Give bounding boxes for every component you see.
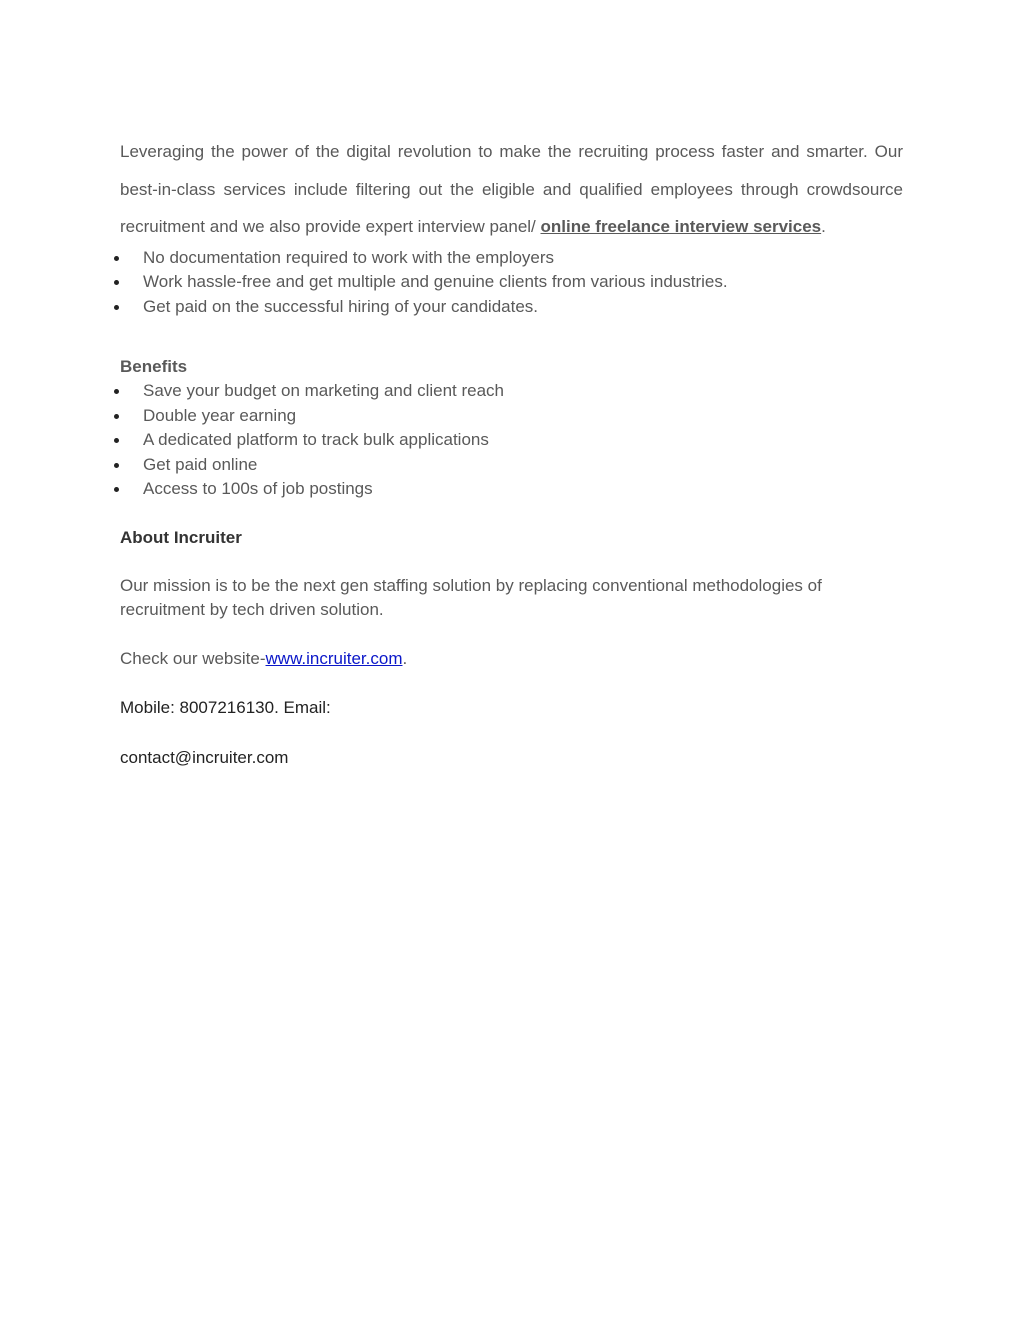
website-link[interactable]: www.incruiter.com <box>265 648 403 668</box>
website-suffix: . <box>402 648 408 668</box>
bullet-icon <box>114 256 119 261</box>
bullet-icon <box>114 414 119 419</box>
list-item: Get paid on the successful hiring of your candidates. <box>120 295 903 320</box>
website-prefix: Check our website- <box>120 648 266 668</box>
list-item: Get paid online <box>120 453 903 478</box>
bullet-icon <box>114 389 119 394</box>
benefits-list <box>120 379 903 502</box>
intro-trailing: . <box>821 217 826 236</box>
list-item: Double year earning <box>120 404 903 429</box>
mission-paragraph: Our mission is to be the next gen staffing solution by replacing conventional methodologies of recruitment by tech driven solution. <box>120 575 822 619</box>
bullet-icon <box>114 305 119 310</box>
list-item: Save your budget on marketing and client reach <box>120 379 903 404</box>
intro-text: Leveraging the power of the digital revolution to make the recruiting process faster and smarter. Our best-in-class services include filtering out the eligible and qualified employees through crowdsource recruitment and we also provide expert interview panel/ <box>120 142 903 236</box>
email-address: contact@incruiter.com <box>120 747 289 767</box>
bullet-icon <box>114 280 119 285</box>
bullet-icon <box>114 487 119 492</box>
bullet-icon <box>114 438 119 443</box>
mobile-line: Mobile: 8007216130. Email: <box>120 698 331 717</box>
website-line <box>120 647 903 672</box>
list-item: Work hassle-free and get multiple and genuine clients from various industries. <box>120 270 903 295</box>
freelance-interview-link[interactable]: online freelance interview services <box>540 217 822 236</box>
features-list <box>120 246 903 320</box>
about-heading: About Incruiter <box>120 527 242 547</box>
bullet-icon <box>114 463 119 468</box>
list-item: A dedicated platform to track bulk applications <box>120 428 903 453</box>
intro-paragraph <box>120 133 903 246</box>
document-page <box>120 133 903 770</box>
list-item: No documentation required to work with the employers <box>120 246 903 271</box>
list-item: Access to 100s of job postings <box>120 477 903 502</box>
benefits-heading: Benefits <box>120 357 188 376</box>
